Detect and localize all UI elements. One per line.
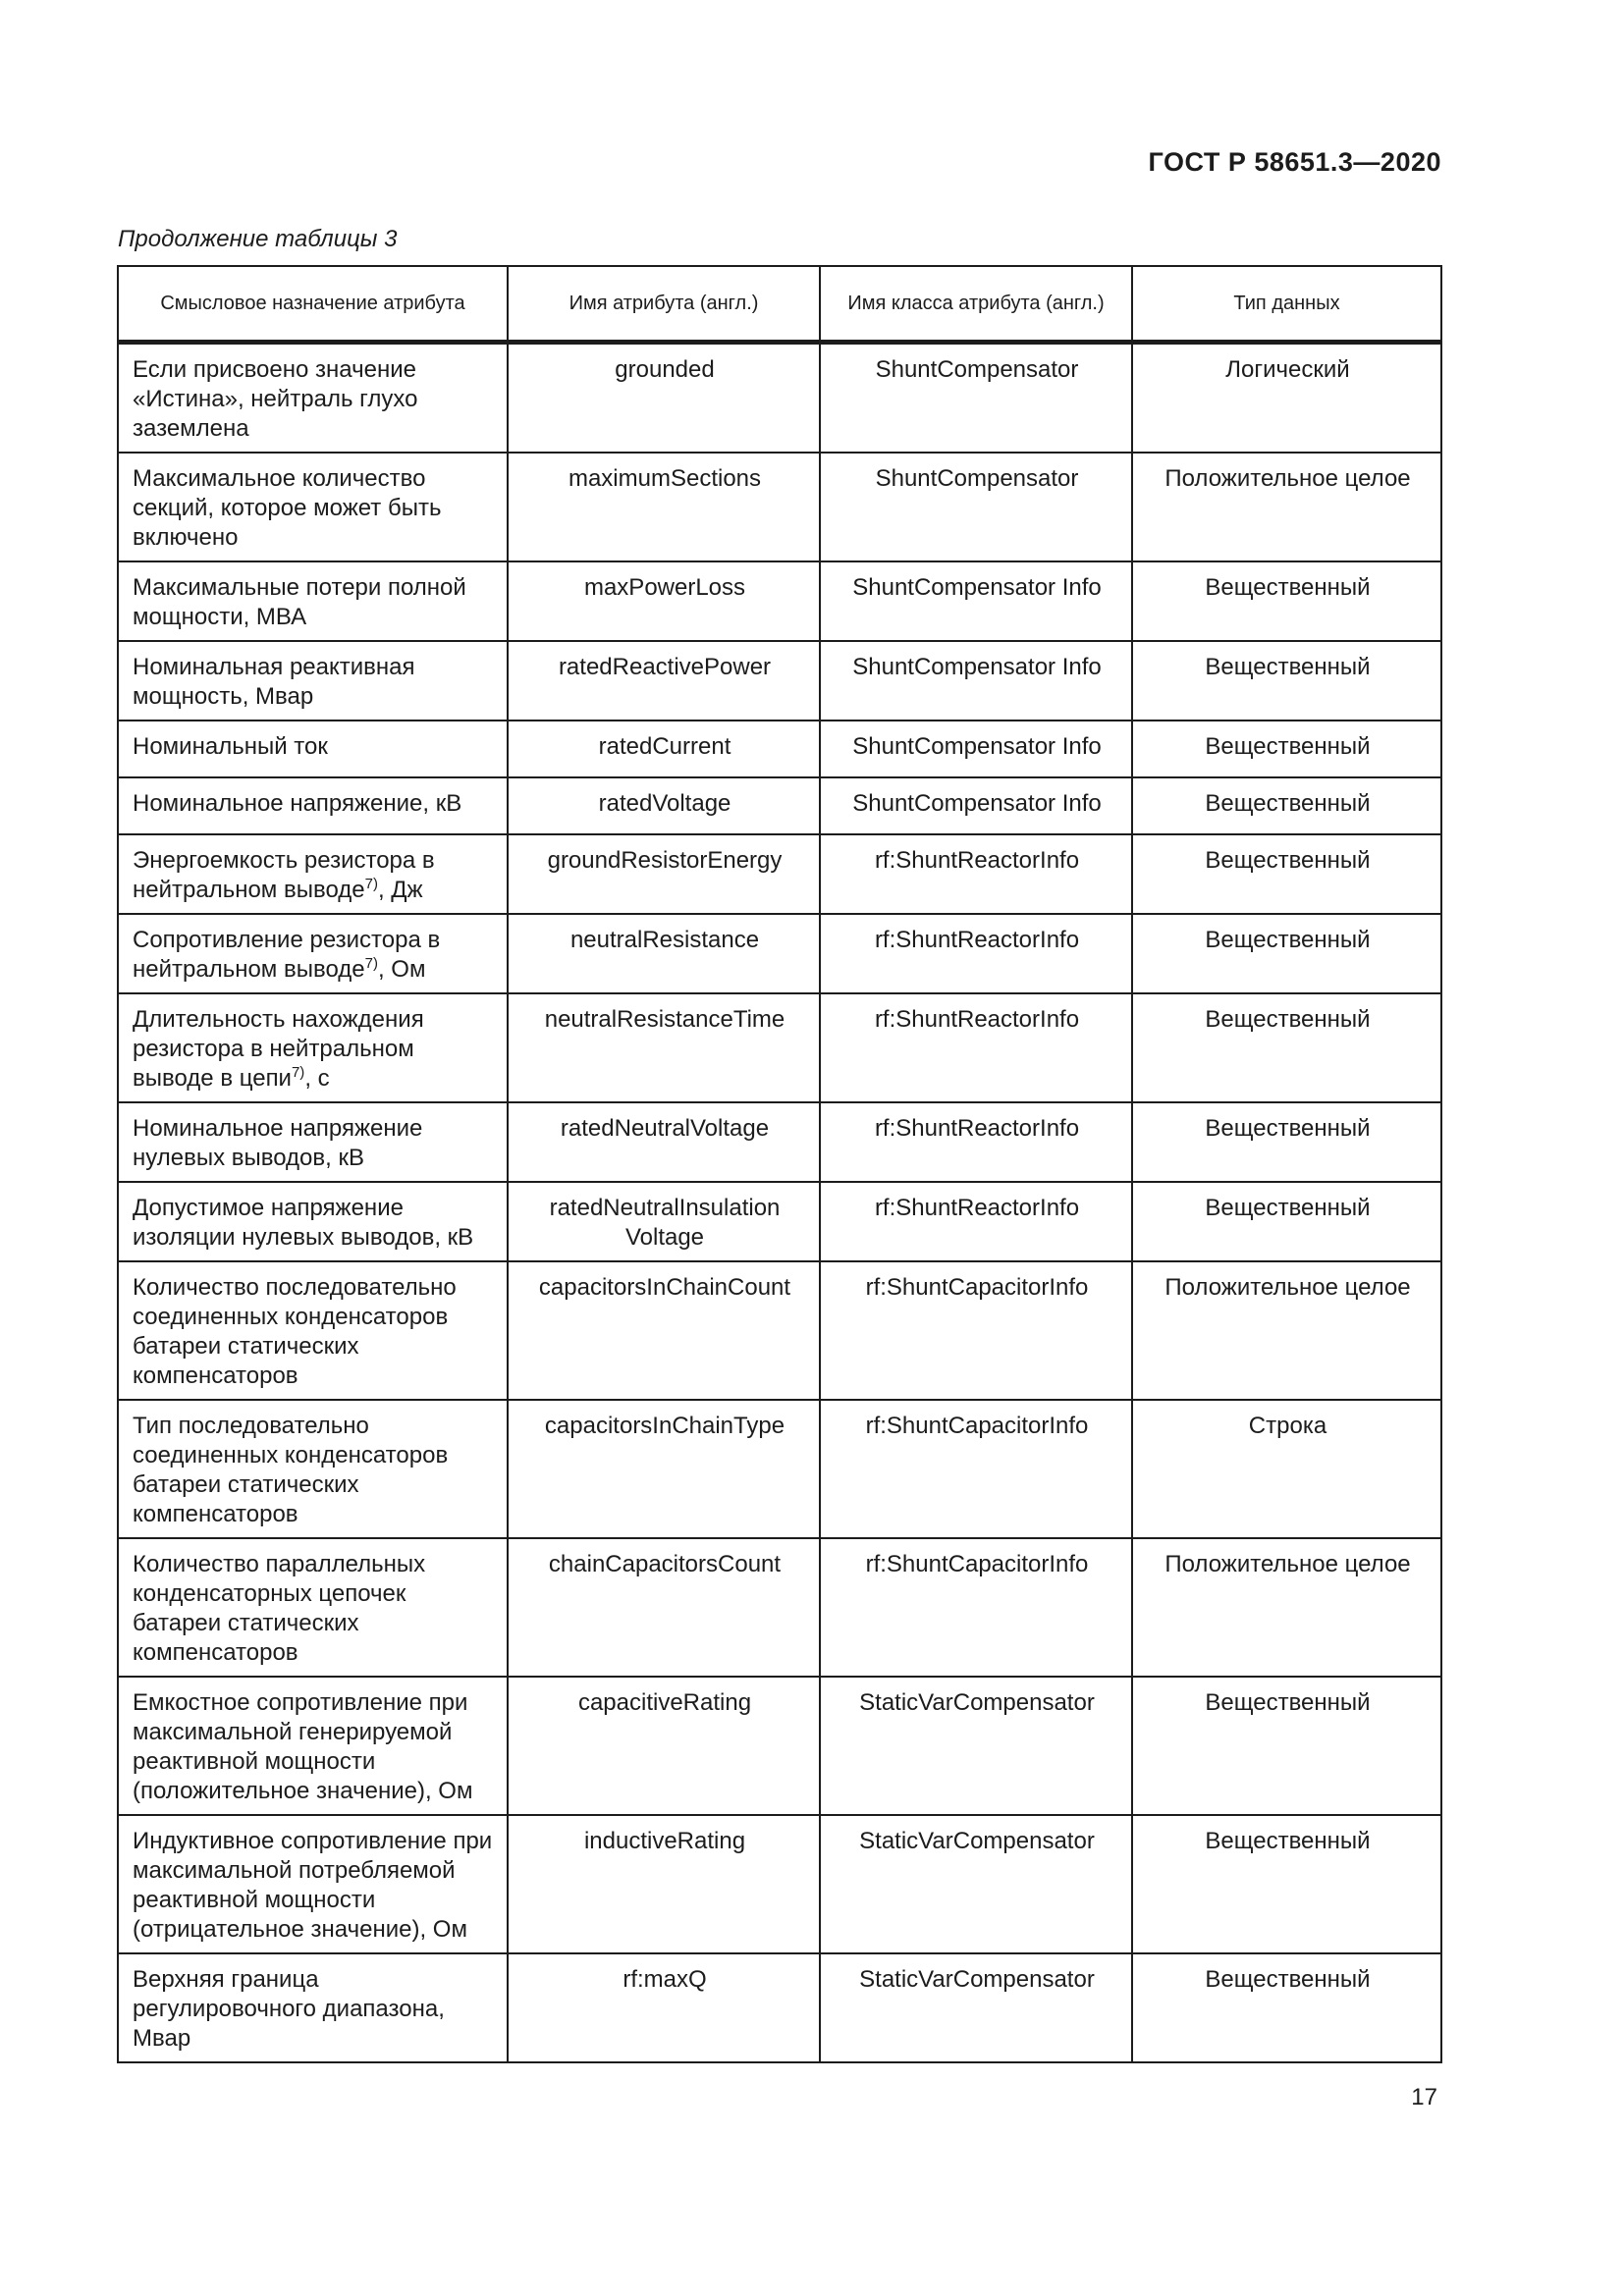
table-row <box>118 834 1441 914</box>
attribute-class: rf:ShuntReactorInfo <box>820 1102 1132 1182</box>
table-row <box>118 1400 1441 1538</box>
attribute-type: Положительное целое <box>1132 1261 1441 1400</box>
attribute-description: Емкостное сопротивление при максимальной генерируемой реактивной мощности (положительное значение), Ом <box>118 1677 508 1815</box>
attribute-class: ShuntCompensator Info <box>820 777 1132 834</box>
attribute-class: rf:ShuntCapacitorInfo <box>820 1400 1132 1538</box>
attribute-name: inductiveRating <box>508 1815 820 1953</box>
table-row <box>118 1182 1441 1261</box>
attribute-class: StaticVarCompensator <box>820 1677 1132 1815</box>
attribute-class: ShuntCompensator <box>820 343 1132 454</box>
attribute-type: Положительное целое <box>1132 453 1441 561</box>
column-header: Смысловое назначение атрибута <box>118 266 508 343</box>
attribute-class: rf:ShuntCapacitorInfo <box>820 1538 1132 1677</box>
attribute-description: Количество параллельных конденсаторных цепочек батареи статических компенсаторов <box>118 1538 508 1677</box>
page-number: 17 <box>1411 2084 1437 2110</box>
table-row <box>118 1538 1441 1677</box>
attribute-type: Вещественный <box>1132 1953 1441 2062</box>
attribute-name: ratedReactivePower <box>508 641 820 721</box>
table-row <box>118 1102 1441 1182</box>
table-header-row <box>118 266 1441 343</box>
attribute-type: Вещественный <box>1132 914 1441 993</box>
attribute-type: Строка <box>1132 1400 1441 1538</box>
attribute-class: ShuntCompensator Info <box>820 721 1132 777</box>
attribute-description: Максимальное количество секций, которое может быть включено <box>118 453 508 561</box>
attribute-name: groundResistorEnergy <box>508 834 820 914</box>
attribute-name: maximumSections <box>508 453 820 561</box>
attribute-type: Вещественный <box>1132 993 1441 1102</box>
attribute-type: Вещественный <box>1132 1102 1441 1182</box>
table-row <box>118 1953 1441 2062</box>
attribute-class: StaticVarCompensator <box>820 1815 1132 1953</box>
attribute-description: Если присвоено значение «Истина», нейтраль глухо заземлена <box>118 343 508 454</box>
table-row <box>118 343 1441 454</box>
document-code: ГОСТ Р 58651.3—2020 <box>1148 147 1441 177</box>
attribute-type: Вещественный <box>1132 561 1441 641</box>
column-header: Имя атрибута (англ.) <box>508 266 820 343</box>
attribute-description: Максимальные потери полной мощности, МВА <box>118 561 508 641</box>
attribute-class: rf:ShuntCapacitorInfo <box>820 1261 1132 1400</box>
column-header: Тип данных <box>1132 266 1441 343</box>
attributes-table-container <box>117 265 1440 2063</box>
attribute-type: Вещественный <box>1132 777 1441 834</box>
attribute-type: Логический <box>1132 343 1441 454</box>
attribute-class: rf:ShuntReactorInfo <box>820 914 1132 993</box>
table-row <box>118 453 1441 561</box>
attribute-description: Номинальное напряжение нулевых выводов, кВ <box>118 1102 508 1182</box>
attribute-description: Сопротивление резистора в нейтральном выводе$^{7)}$, Ом <box>118 914 508 993</box>
table-row <box>118 993 1441 1102</box>
footnote-ref: 7) <box>364 955 378 972</box>
table-row <box>118 561 1441 641</box>
attribute-name: capacitiveRating <box>508 1677 820 1815</box>
attribute-name: ratedVoltage <box>508 777 820 834</box>
attributes-table <box>117 265 1442 2063</box>
attribute-description: Количество последовательно соединенных конденсаторов батареи статических компенсаторов <box>118 1261 508 1400</box>
attribute-name: rf:maxQ <box>508 1953 820 2062</box>
attribute-name: capacitorsInChainType <box>508 1400 820 1538</box>
column-header: Имя класса атрибута (англ.) <box>820 266 1132 343</box>
attribute-name: neutralResistance <box>508 914 820 993</box>
table-row <box>118 1815 1441 1953</box>
attribute-description: Номинальная реактивная мощность, Мвар <box>118 641 508 721</box>
attribute-name: grounded <box>508 343 820 454</box>
attribute-type: Вещественный <box>1132 641 1441 721</box>
table-row <box>118 641 1441 721</box>
attribute-type: Вещественный <box>1132 1677 1441 1815</box>
attribute-name: neutralResistanceTime <box>508 993 820 1102</box>
attribute-name: ratedNeutralInsulation Voltage <box>508 1182 820 1261</box>
attribute-description: Номинальное напряжение, кВ <box>118 777 508 834</box>
attribute-class: rf:ShuntReactorInfo <box>820 834 1132 914</box>
attribute-class: rf:ShuntReactorInfo <box>820 993 1132 1102</box>
attribute-description: Длительность нахождения резистора в нейтральном выводе в цепи$^{7)}$, с <box>118 993 508 1102</box>
attribute-description: Номинальный ток <box>118 721 508 777</box>
table-row <box>118 1261 1441 1400</box>
table-caption: Продолжение таблицы 3 <box>118 226 398 252</box>
attribute-name: maxPowerLoss <box>508 561 820 641</box>
attribute-class: StaticVarCompensator <box>820 1953 1132 2062</box>
attribute-description: Индуктивное сопротивление при максимальной потребляемой реактивной мощности (отрицательное значение), Ом <box>118 1815 508 1953</box>
attribute-class: rf:ShuntReactorInfo <box>820 1182 1132 1261</box>
footnote-ref: 7) <box>291 1064 305 1081</box>
attribute-type: Вещественный <box>1132 834 1441 914</box>
attribute-name: ratedCurrent <box>508 721 820 777</box>
attribute-name: chainCapacitorsCount <box>508 1538 820 1677</box>
table-row <box>118 777 1441 834</box>
attribute-class: ShuntCompensator Info <box>820 641 1132 721</box>
attribute-description: Тип последовательно соединенных конденсаторов батареи статических компенсаторов <box>118 1400 508 1538</box>
attribute-description: Допустимое напряжение изоляции нулевых выводов, кВ <box>118 1182 508 1261</box>
table-row <box>118 1677 1441 1815</box>
attribute-name: ratedNeutralVoltage <box>508 1102 820 1182</box>
attribute-class: ShuntCompensator <box>820 453 1132 561</box>
attribute-class: ShuntCompensator Info <box>820 561 1132 641</box>
attribute-description: Верхняя граница регулировочного диапазона, Мвар <box>118 1953 508 2062</box>
table-row <box>118 914 1441 993</box>
attribute-description: Энергоемкость резистора в нейтральном выводе$^{7)}$, Дж <box>118 834 508 914</box>
footnote-ref: 7) <box>364 876 378 892</box>
attribute-type: Вещественный <box>1132 1182 1441 1261</box>
attribute-type: Вещественный <box>1132 1815 1441 1953</box>
table-row <box>118 721 1441 777</box>
attribute-name: capacitorsInChainCount <box>508 1261 820 1400</box>
attribute-type: Вещественный <box>1132 721 1441 777</box>
attribute-type: Положительное целое <box>1132 1538 1441 1677</box>
